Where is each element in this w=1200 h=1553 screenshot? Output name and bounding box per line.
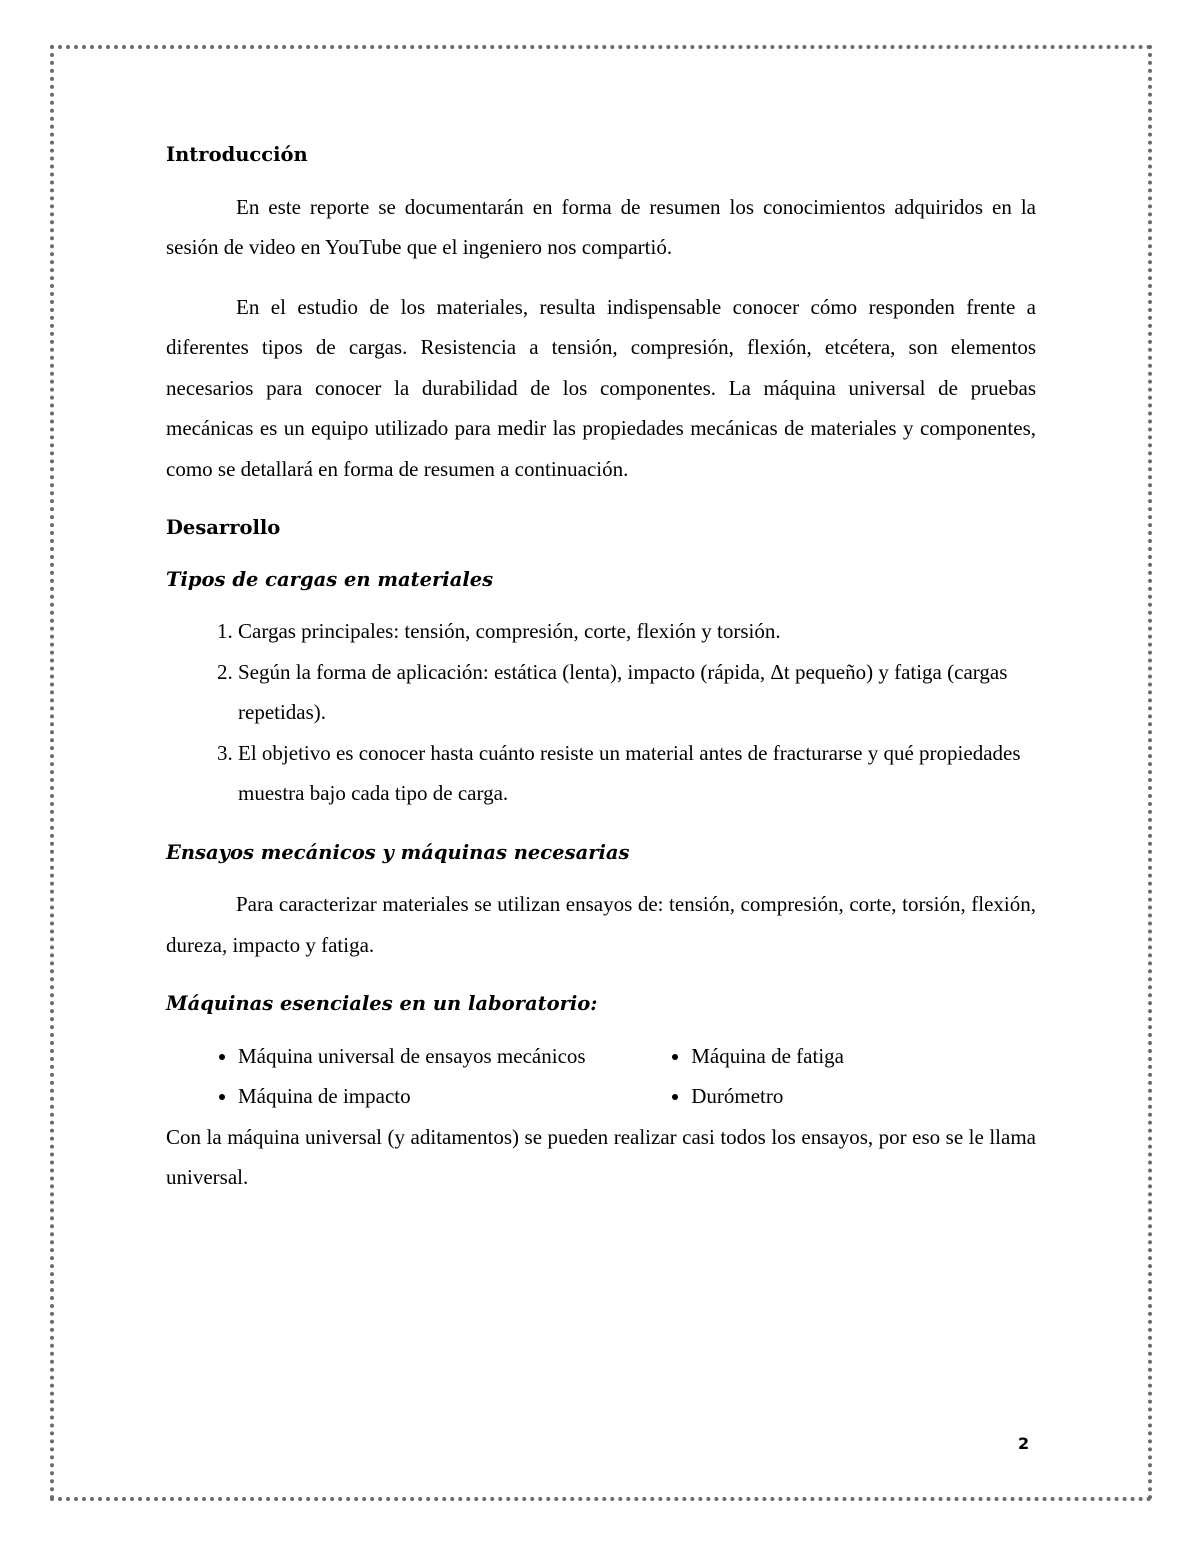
maquinas-closing-paragraph: Con la máquina universal (y aditamentos) se pueden realizar casi todos los ensayos, por eso se le llama universal.	[166, 1124, 1036, 1189]
document-body	[166, 135, 1036, 1198]
intro-heading: Introducción	[166, 143, 308, 166]
maquinas-list-right	[619, 1036, 1036, 1117]
desarrollo-heading: Desarrollo	[166, 516, 281, 539]
maquinas-heading: Máquinas esenciales en un laboratorio:	[166, 992, 598, 1015]
list-item: • Máquina universal de ensayos mecánicos	[238, 1036, 619, 1077]
maquinas-list-left	[166, 1036, 619, 1117]
tipos-cargas-list	[166, 611, 1036, 814]
tipos-cargas-heading: Tipos de cargas en materiales	[166, 567, 494, 591]
maquinas-list	[166, 1036, 1036, 1117]
list-item: • Máquina de impacto	[238, 1076, 619, 1117]
intro-paragraph-1: En este reporte se documentarán en forma de resumen los conocimientos adquiridos en la sesión de video en YouTube que el ingeniero nos compartió.	[166, 194, 1036, 259]
page-number: 2	[1018, 1434, 1030, 1453]
ensayos-paragraph: Para caracterizar materiales se utilizan ensayos de: tensión, compresión, corte, torsión, flexión, dureza, impacto y fatiga.	[166, 892, 1036, 957]
ensayos-heading: Ensayos mecánicos y máquinas necesarias	[166, 840, 630, 864]
list-item: • Máquina de fatiga	[691, 1036, 1036, 1077]
list-item: • Durómetro	[691, 1076, 1036, 1117]
list-item: 3. El objetivo es conocer hasta cuánto resiste un material antes de fracturarse y qué propiedades muestra bajo cada tipo de carga.	[238, 733, 1036, 814]
list-item: 1. Cargas principales: tensión, compresión, corte, flexión y torsión.	[238, 611, 1036, 652]
list-item: 2. Según la forma de aplicación: estática (lenta), impacto (rápida, Δt pequeño) y fatiga (cargas repetidas).	[238, 652, 1036, 733]
intro-paragraph-2: En el estudio de los materiales, resulta indispensable conocer cómo responden frente a diferentes tipos de cargas. Resistencia a tensión, compresión, flexión, etcétera, son elementos necesarios para conocer la durabilidad de los componentes. La máquina universal de pruebas mecánicas es un equipo utilizado para medir las propiedades mecánicas de materiales y componentes, como se detallará en forma de resumen a continuación.	[166, 294, 1036, 481]
